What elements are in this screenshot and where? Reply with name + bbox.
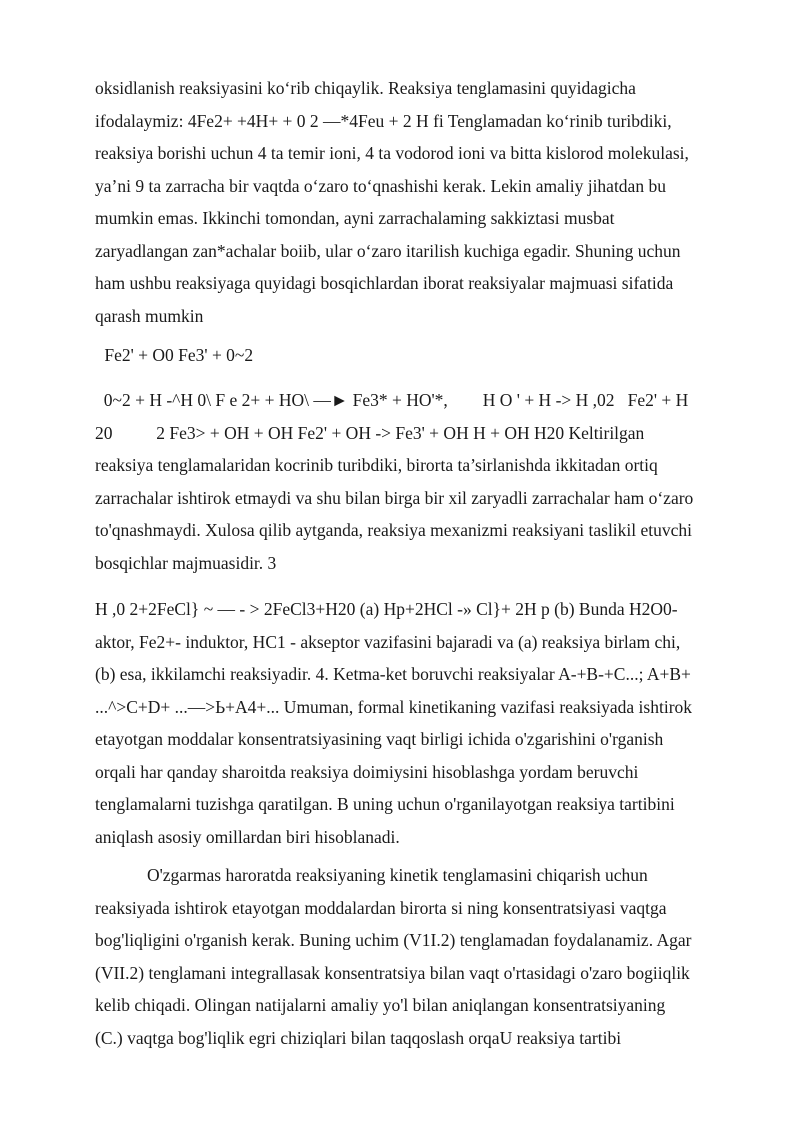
paragraph-kinetic-equation — [95, 859, 745, 1054]
text-line: reaksiya borishi uchun 4 ta temir ioni, 4 ta vodorod ioni va bitta kislorod molekulasi, — [95, 143, 689, 163]
text-line: aniqlash asosiy omillardan biri hisoblanadi. — [95, 826, 400, 847]
text-line: aktor, Fe2+- induktor, HC1 - akseptor vazifasini bajaradi va (a) reaksiya birlam chi, — [95, 631, 681, 652]
text-line: ifodalaymiz: 4Fe2+ +4H+ + 0 2 —*4Feu + 2 H fi Tenglamadan ko‘rinib turibdiki, — [95, 110, 672, 131]
text-line: zarrachalar ishtirok etmaydi va shu bilan birga bir xil zaryadli zarrachalar ham o‘zaro — [95, 487, 694, 508]
text-line: 0~2 + H -^H 0\ F e 2+ + HO\ —► Fe3* + HO'*, H O ' + H -> H ,02 Fe2' + H — [95, 390, 689, 410]
paragraph-reaction-steps — [95, 384, 745, 579]
text-line: H ,0 2+2FeCl} ~ — - > 2FeCl3+H20 (a) Hp+2HCl -» Cl}+ 2H p (b) Bunda H2O0- — [95, 599, 678, 619]
text-line: bosqichlar majmuasidir. 3 — [95, 552, 277, 573]
text-line: (C.) vaqtga bog'liqlik egri chiziqlari bilan taqqoslash orqaU reaksiya tartibi — [95, 1027, 622, 1048]
paragraph-induced-reactions — [95, 593, 745, 853]
text-line: Fe2' + O0 Fe3' + 0~2 — [100, 345, 254, 365]
text-line: orqali har qanday sharoitda reaksiya doimiysini hisoblashga yordam beruvchi — [95, 761, 639, 782]
text-line: qarash mumkin — [95, 305, 204, 326]
text-line: reaksiya tenglamalaridan kocrinib turibdiki, birorta ta’sirlanishda ikkitadan ortiq — [95, 455, 658, 475]
text-line: kelib chiqadi. Olingan natijalarni amaliy yo'l bilan aniqlangan konsentratsiyaning — [95, 995, 666, 1015]
text-line: O'zgarmas haroratda reaksiyaning kinetik tenglamasini chiqarish uchun — [147, 865, 648, 885]
text-line: ham ushbu reaksiyaga quyidagi bosqichlardan iborat reaksiyalar majmuasi sifatida — [95, 273, 674, 293]
text-line: ya’ni 9 ta zarracha bir vaqtda o‘zaro to‘qnashishi kerak. Lekin amaliy jihatdan bu — [95, 175, 666, 196]
text-line: tenglamalarni tuzishga qaratilgan. B uning uchun o'rganilayotgan reaksiya tartibini — [95, 794, 675, 814]
text-line: (VII.2) tenglamani integrallasak konsentratsiya bilan vaqt o'rtasidagi o'zaro bogiiqlik — [95, 962, 690, 983]
text-line: oksidlanish reaksiyasini ko‘rib chiqaylik. Reaksiya tenglamasini quyidagicha — [95, 78, 636, 98]
text-line: zaryadlangan zan*achalar boiib, ular o‘zaro itarilish kuchiga egadir. Shuning uchun — [95, 240, 681, 261]
text-line: (b) esa, ikkilamchi reaksiyadir. 4. Ketma-ket boruvchi reaksiyalar A-+B-+C...; A+B+ — [95, 664, 691, 684]
text-line: bog'liqligini o'rganish kerak. Buning uchim (V1I.2) tenglamadan foydalanamiz. Agar — [95, 930, 692, 950]
text-line: 20 2 Fe3> + OH + OH Fe2' + OH -> Fe3' + OH H + OH H20 Keltirilgan — [95, 422, 645, 443]
text-line: to'qnashmaydi. Xulosa qilib aytganda, reaksiya mexanizmi reaksiyani taslikil etuvchi — [95, 520, 693, 540]
paragraph-oxidation-reaction — [95, 72, 745, 332]
text-line: reaksiyada ishtirok etayotgan moddalardan birorta si ning konsentratsiyasi vaqtga — [95, 897, 667, 918]
text-line: mumkin emas. Ikkinchi tomondan, ayni zarrachalaming sakkiztasi musbat — [95, 208, 615, 228]
equation-line — [100, 339, 750, 372]
text-line: etayotgan moddalar konsentratsiyasining vaqt birligi ichida o'zgarishini o'rganish — [95, 729, 664, 749]
text-line: ...^>C+D+ ...—>Ь+A4+... Umuman, formal kinetikaning vazifasi reaksiyada ishtirok — [95, 696, 693, 717]
